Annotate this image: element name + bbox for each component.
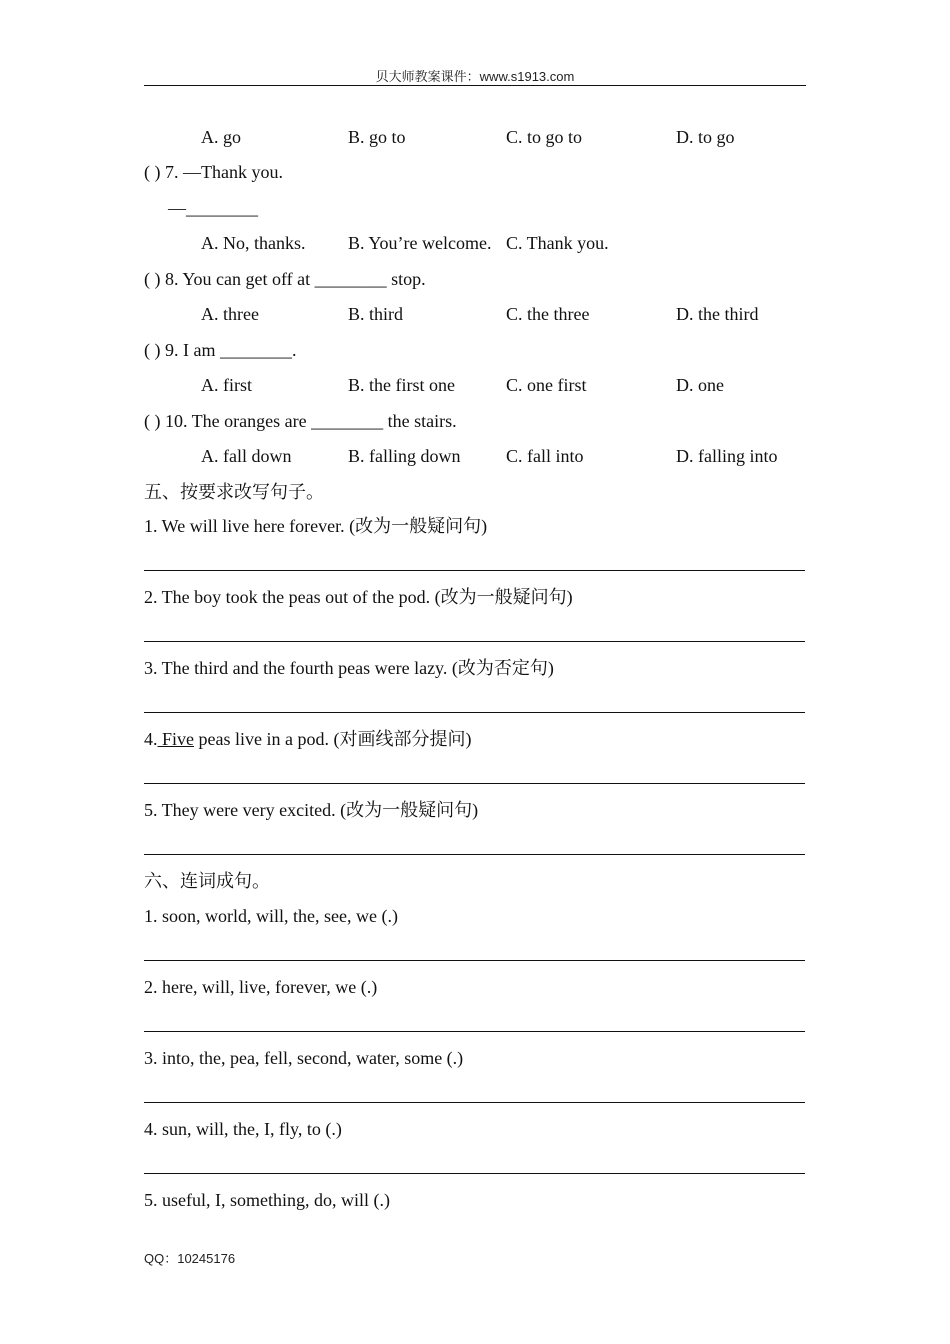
q6-option-d: D. to go — [676, 127, 735, 147]
q7-option-b: B. You’re welcome. — [348, 233, 492, 253]
q8-option-a: A. three — [201, 304, 259, 324]
q8-option-c: C. the three — [506, 304, 590, 324]
answer-line[interactable] — [144, 712, 805, 713]
q10-option-c: C. fall into — [506, 446, 584, 466]
answer-line[interactable] — [144, 1173, 805, 1174]
section5-item-2: 2. The boy took the peas out of the pod. (改为一般疑问句) — [144, 587, 573, 607]
q10-option-d: D. falling into — [676, 446, 778, 466]
q10-stem: ( ) 10. The oranges are ________ the stairs. — [144, 411, 457, 431]
q6-option-c: C. to go to — [506, 127, 583, 147]
q7-stem: ( ) 7. —Thank you. — [144, 162, 283, 182]
item4-rest: peas live in a pod. (对画线部分提问) — [194, 729, 472, 749]
q8-option-d: D. the third — [676, 304, 759, 324]
q9-option-b: B. the first one — [348, 375, 455, 395]
section6-item-2: 2. here, will, live, forever, we (.) — [144, 977, 378, 997]
section6-item-3: 3. into, the, pea, fell, second, water, some (.) — [144, 1048, 464, 1068]
answer-line[interactable] — [144, 854, 805, 855]
page-footer: QQ：10245176 — [144, 1251, 236, 1266]
section5-item-4 — [144, 728, 471, 750]
section5-title: 五、按要求改写句子。 — [144, 482, 324, 502]
header-rule — [144, 85, 806, 86]
section5-item-3: 3. The third and the fourth peas were lazy. (改为否定句) — [144, 658, 554, 678]
section5-item-5: 5. They were very excited. (改为一般疑问句) — [144, 800, 479, 820]
answer-line[interactable] — [144, 1031, 805, 1032]
section6-title: 六、连词成句。 — [144, 871, 270, 891]
q8-option-b: B. third — [348, 304, 404, 324]
item4-prefix: 4. — [144, 729, 158, 749]
section6-item-5: 5. useful, I, something, do, will (.) — [144, 1190, 390, 1210]
section6-item-1: 1. soon, world, will, the, see, we (.) — [144, 906, 398, 926]
answer-line[interactable] — [144, 783, 805, 784]
page-header: 贝大师教案课件：www.s1913.com — [375, 69, 575, 84]
q6-option-a: A. go — [201, 127, 241, 147]
q9-stem: ( ) 9. I am ________. — [144, 340, 297, 360]
answer-line[interactable] — [144, 1102, 805, 1103]
q9-option-a: A. first — [201, 375, 252, 395]
answer-line[interactable] — [144, 570, 805, 571]
q7-option-c: C. Thank you. — [506, 233, 609, 253]
section6-item-4: 4. sun, will, the, I, fly, to (.) — [144, 1119, 342, 1139]
answer-line[interactable] — [144, 960, 805, 961]
answer-line[interactable] — [144, 641, 805, 642]
q6-option-b: B. go to — [348, 127, 406, 147]
section5-item-1: 1. We will live here forever. (改为一般疑问句) — [144, 516, 488, 536]
q10-option-b: B. falling down — [348, 446, 461, 466]
q7-reply: —________ — [168, 198, 258, 218]
q8-stem: ( ) 8. You can get off at ________ stop. — [144, 269, 426, 289]
underlined-word: Five — [157, 729, 195, 749]
q7-option-a: A. No, thanks. — [201, 233, 306, 253]
q9-option-c: C. one first — [506, 375, 587, 395]
q9-option-d: D. one — [676, 375, 724, 395]
q10-option-a: A. fall down — [201, 446, 292, 466]
